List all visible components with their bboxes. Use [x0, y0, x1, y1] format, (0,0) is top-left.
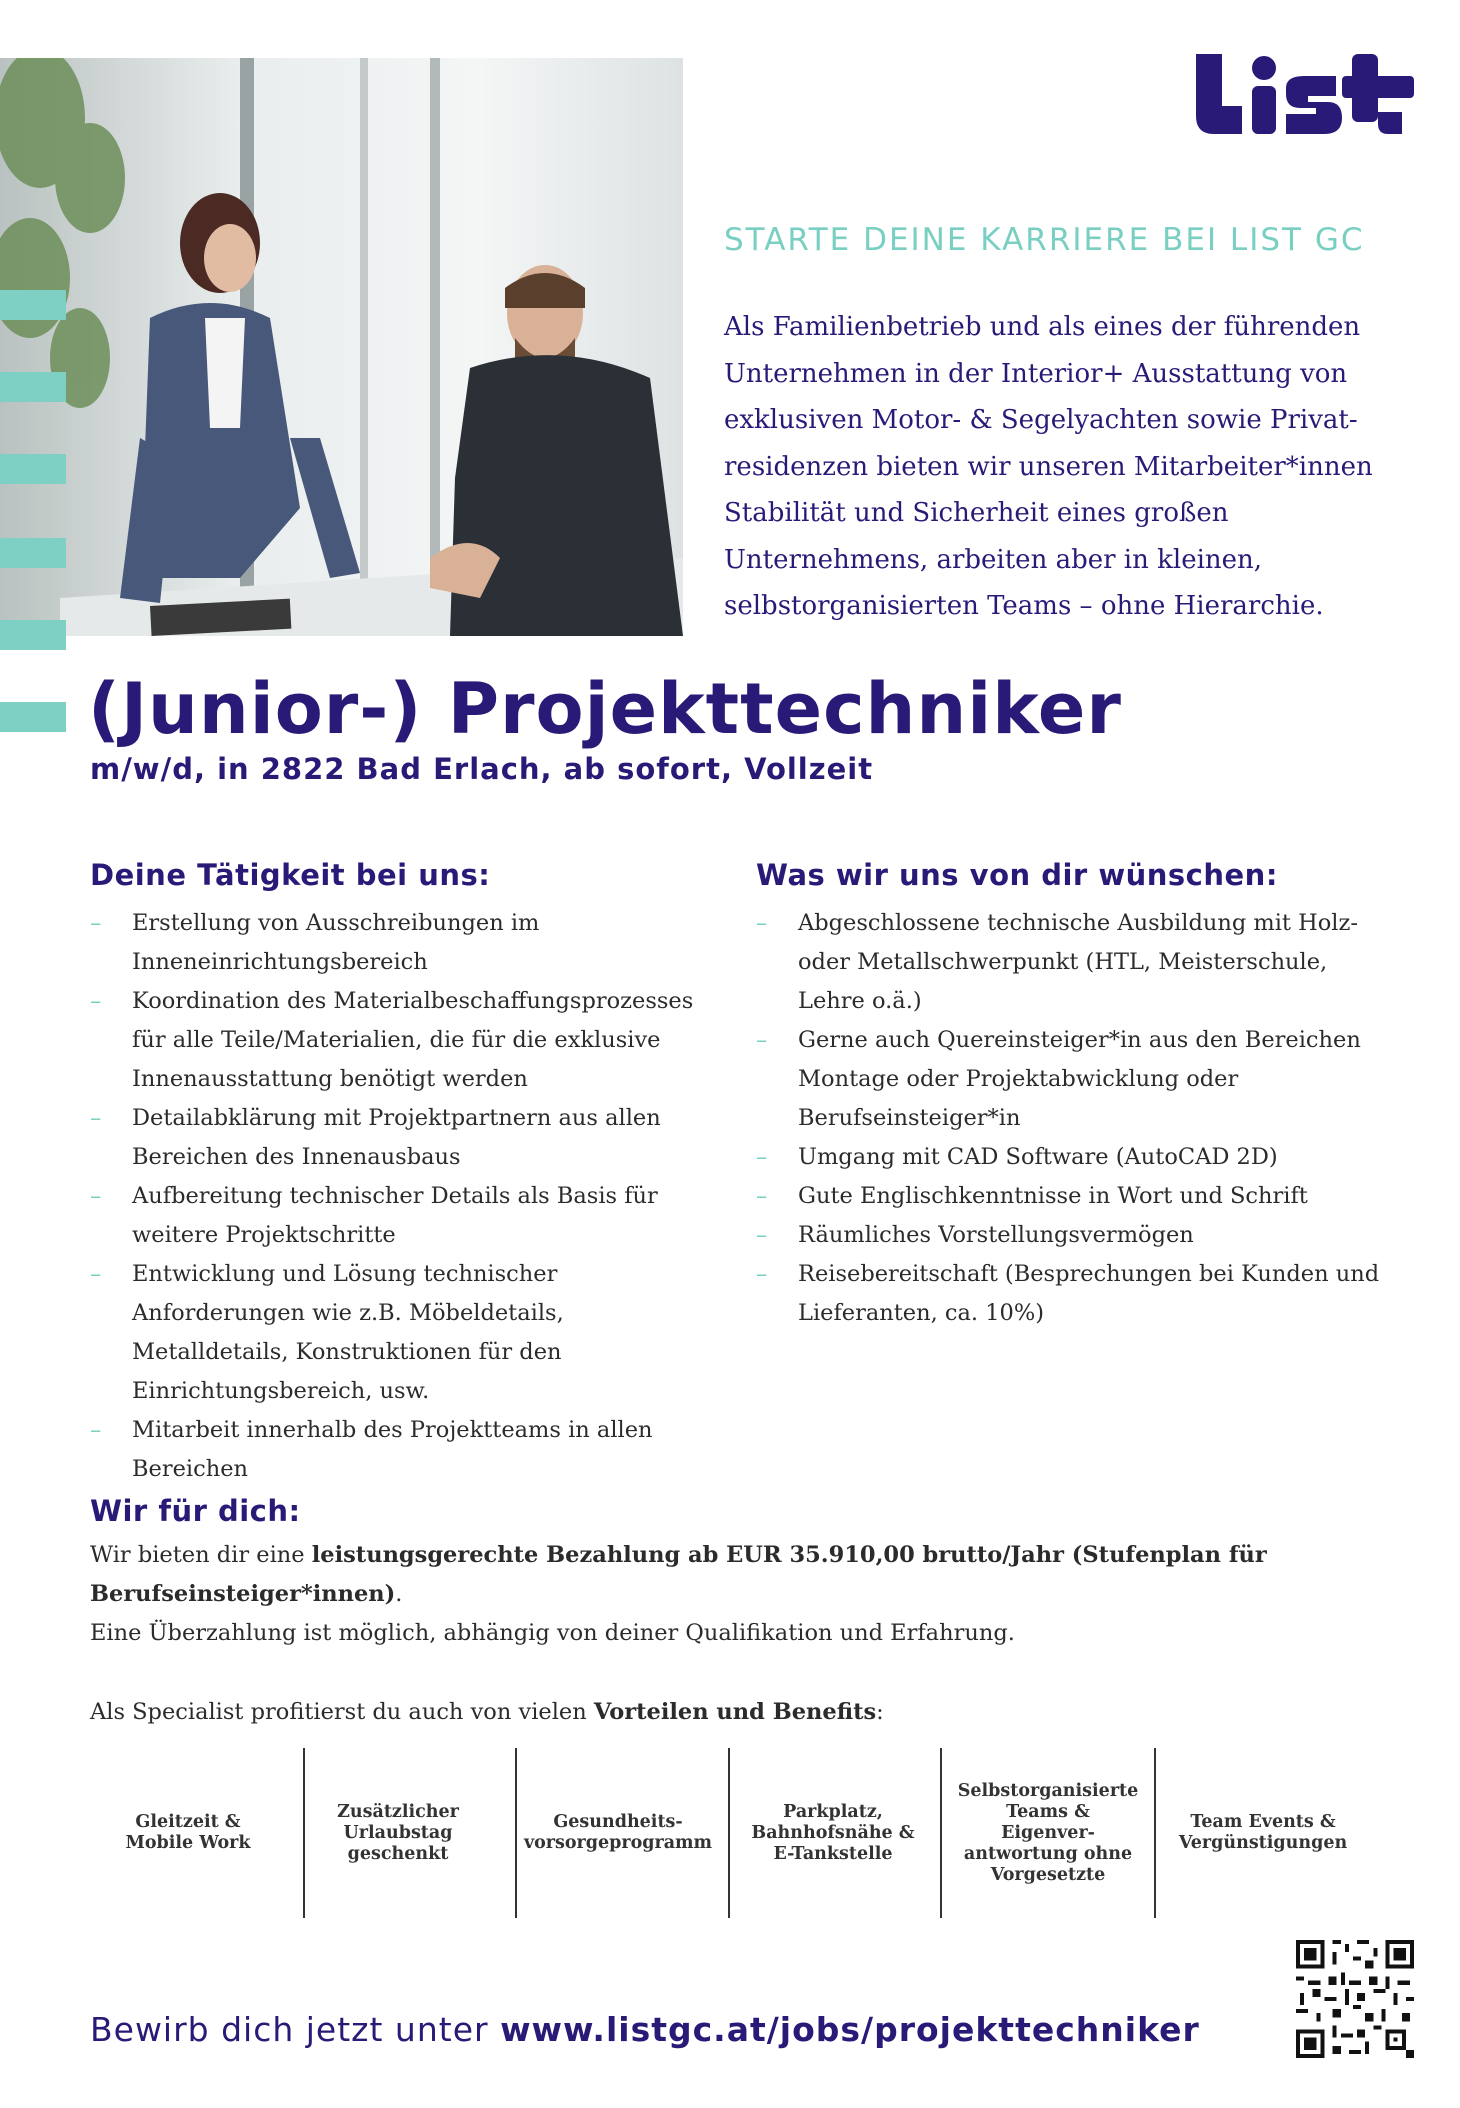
- salary-suffix: .: [395, 1581, 403, 1607]
- job-subtitle: m/w/d, in 2822 Bad Erlach, ab sofort, Vollzeit: [90, 752, 874, 786]
- list-item: – Erstellung von Ausschreibungen im Inneneinrichtungsbereich: [90, 904, 720, 982]
- headline: STARTE DEINE KARRIERE BEI LIST GC: [724, 222, 1365, 258]
- accent-bar: [0, 372, 66, 402]
- benefit-item: Gleitzeit & Mobile Work: [125, 1812, 251, 1853]
- list-item: – Abgeschlossene technische Ausbildung mit Holz- oder Metallschwerpunkt (HTL, Meisterschule, Lehre o.ä.): [756, 904, 1396, 1021]
- tasks-list: [90, 904, 720, 1489]
- accent-bar: [0, 538, 66, 568]
- intro-text: Als Familienbetrieb und als eines der führenden Unternehmen in der Interior+ Ausstattung von exklusiven Motor- & Segelyachten sowie Privat-residenzen bieten wir unseren Mitarbeiter*innen Stabilität und Sicherheit eines großen Unternehmens, arbeiten aber in kleinen, selbstorganisierten Teams – ohne Hierarchie.: [724, 312, 1373, 621]
- tasks-section: [90, 858, 720, 1489]
- benefits-row: [88, 1748, 1388, 1918]
- requirements-section: [756, 858, 1396, 1333]
- offer-section: [90, 1494, 1410, 1732]
- salary-amount: leistungsgerechte Bezahlung ab EUR 35.910,00 brutto/Jahr (Stufenplan für Berufseinsteiger*innen): [90, 1542, 1267, 1607]
- accent-bar: [0, 702, 66, 732]
- salary-prefix: Wir bieten dir eine: [90, 1542, 312, 1568]
- benefits-prefix: Als Specialist profitierst du auch von vielen: [90, 1699, 594, 1725]
- requirements-heading: Was wir uns von dir wünschen:: [756, 858, 1278, 892]
- benefit-item: Gesundheits-vorsorgeprogramm: [523, 1812, 713, 1853]
- accent-bar: [0, 454, 66, 484]
- qr-code[interactable]: [1296, 1940, 1414, 2058]
- benefit-item: Zusätzlicher Urlaubstag geschenkt: [337, 1801, 459, 1864]
- salary-text: [90, 1536, 1410, 1614]
- benefits-bold: Vorteilen und Benefits: [593, 1699, 877, 1725]
- divider: [303, 1748, 305, 1918]
- accent-bar: [0, 620, 66, 650]
- apply-link[interactable]: www.listgc.at/jobs/projekttechniker: [500, 2010, 1200, 2049]
- apply-cta: [90, 2010, 1200, 2049]
- overpay-text: Eine Überzahlung ist möglich, abhängig von deiner Qualifikation und Erfahrung.: [90, 1620, 1015, 1646]
- list-item: – Gute Englischkenntnisse in Wort und Schrift: [756, 1177, 1396, 1216]
- accent-bar: [0, 290, 66, 320]
- job-title: (Junior-) Projekttechniker: [88, 668, 1122, 750]
- list-item: – Koordination des Materialbeschaffungsprozesses für alle Teile/Materialien, die für die exklusive Innenausstattung benötigt werden: [90, 982, 720, 1099]
- cta-prefix: Bewirb dich jetzt unter: [90, 2010, 501, 2049]
- offer-heading: Wir für dich:: [90, 1494, 301, 1528]
- benefits-suffix: :: [876, 1699, 884, 1725]
- list-item: – Reisebereitschaft (Besprechungen bei Kunden und Lieferanten, ca. 10%): [756, 1255, 1396, 1333]
- benefit-item: Parkplatz, Bahnhofsnähe & E-Tankstelle: [751, 1801, 915, 1864]
- list-item: – Aufbereitung technischer Details als Basis für weitere Projektschritte: [90, 1177, 720, 1255]
- list-logo: [1196, 54, 1414, 136]
- list-item: – Umgang mit CAD Software (AutoCAD 2D): [756, 1138, 1396, 1177]
- header-photo: [0, 58, 683, 636]
- divider: [728, 1748, 730, 1918]
- benefits-intro: [90, 1693, 1410, 1732]
- divider: [515, 1748, 517, 1918]
- list-item: – Detailabklärung mit Projektpartnern aus allen Bereichen des Innenausbaus: [90, 1099, 720, 1177]
- list-item: – Gerne auch Quereinsteiger*in aus den Bereichen Montage oder Projektabwicklung oder Berufseinsteiger*in: [756, 1021, 1396, 1138]
- divider: [1154, 1748, 1156, 1918]
- requirements-list: [756, 904, 1396, 1333]
- list-item: – Entwicklung und Lösung technischer Anforderungen wie z.B. Möbeldetails, Metalldetails, Konstruktionen für den Einrichtungsbereich, usw.: [90, 1255, 720, 1411]
- benefit-item: Selbstorganisierte Teams & Eigenver-antwortung ohne Vorgesetzte: [957, 1780, 1139, 1885]
- list-item: – Mitarbeit innerhalb des Projektteams in allen Bereichen: [90, 1411, 720, 1489]
- divider: [940, 1748, 942, 1918]
- tasks-heading: Deine Tätigkeit bei uns:: [90, 858, 491, 892]
- benefit-item: Team Events & Vergünstigungen: [1178, 1812, 1348, 1853]
- list-item: – Räumliches Vorstellungsvermögen: [756, 1216, 1396, 1255]
